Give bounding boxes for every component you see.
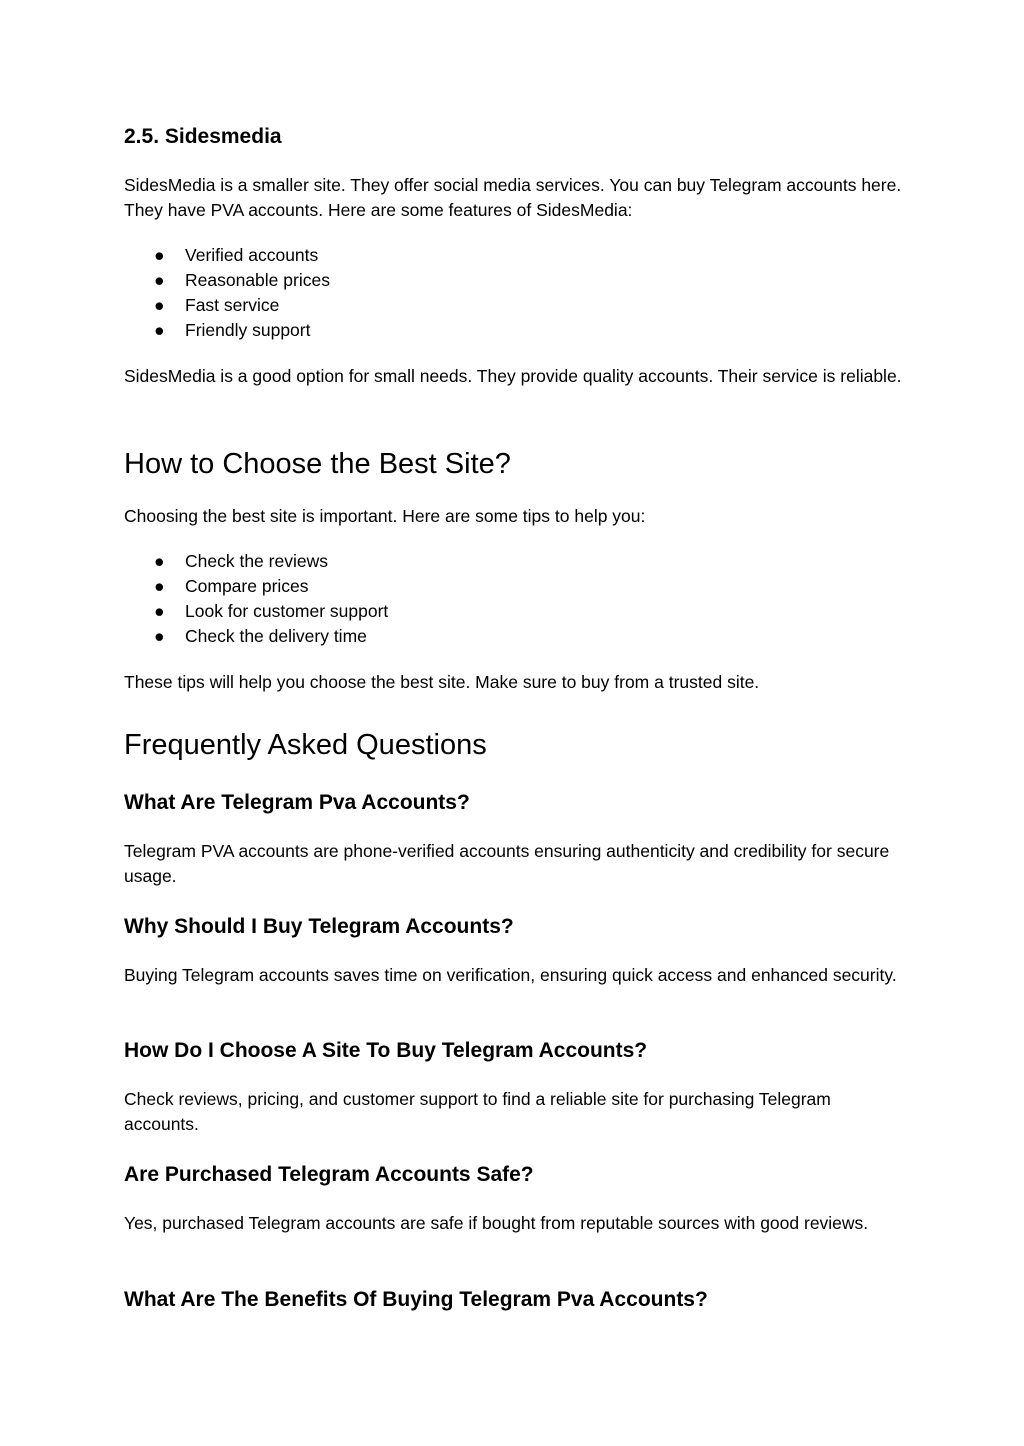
bullet-icon: ● bbox=[154, 601, 165, 621]
choose-outro: These tips will help you choose the best site. Make sure to buy from a trusted site. bbox=[124, 672, 760, 692]
bullet-icon: ● bbox=[154, 320, 165, 340]
list-item: ● Fast service bbox=[124, 293, 904, 318]
list-item: ● Reasonable prices bbox=[124, 268, 904, 293]
faq-question: How Do I Choose A Site To Buy Telegram Accounts? bbox=[124, 1039, 648, 1062]
sidesmedia-intro: SidesMedia is a smaller site. They offer social media services. You can buy Telegram accounts here. They have PVA accounts. Here are some features of SidesMedia: bbox=[124, 175, 902, 220]
bullet-icon: ● bbox=[154, 551, 165, 571]
faq-question: Are Purchased Telegram Accounts Safe? bbox=[124, 1163, 534, 1186]
faq-question: What Are Telegram Pva Accounts? bbox=[124, 791, 470, 814]
choose-heading: How to Choose the Best Site? bbox=[124, 448, 511, 480]
faq-answer: Telegram PVA accounts are phone-verified accounts ensuring authenticity and credibility for secure usage. bbox=[124, 841, 890, 886]
bullet-icon: ● bbox=[154, 245, 165, 265]
faq-heading: Frequently Asked Questions bbox=[124, 729, 487, 761]
choose-intro: Choosing the best site is important. Here are some tips to help you: bbox=[124, 506, 646, 526]
bullet-icon: ● bbox=[154, 295, 165, 315]
list-item: ● Compare prices bbox=[124, 574, 904, 599]
list-item: ● Friendly support bbox=[124, 318, 904, 343]
faq-answer: Buying Telegram accounts saves time on verification, ensuring quick access and enhanced security. bbox=[124, 965, 897, 985]
list-item: ● Check the delivery time bbox=[124, 624, 904, 649]
faq-answer: Check reviews, pricing, and customer support to find a reliable site for purchasing Telegram accounts. bbox=[124, 1089, 831, 1134]
list-item: ● Check the reviews bbox=[124, 549, 904, 574]
bullet-icon: ● bbox=[154, 626, 165, 646]
bullet-icon: ● bbox=[154, 576, 165, 596]
faq-question: Why Should I Buy Telegram Accounts? bbox=[124, 915, 514, 938]
sidesmedia-outro: SidesMedia is a good option for small needs. They provide quality accounts. Their service is reliable. bbox=[124, 366, 902, 386]
faq-question: What Are The Benefits Of Buying Telegram Pva Accounts? bbox=[124, 1288, 708, 1311]
list-item: ● Look for customer support bbox=[124, 599, 904, 624]
sidesmedia-heading: 2.5. Sidesmedia bbox=[124, 125, 282, 148]
list-item: ● Verified accounts bbox=[124, 243, 904, 268]
faq-answer: Yes, purchased Telegram accounts are safe if bought from reputable sources with good reviews. bbox=[124, 1213, 869, 1233]
bullet-icon: ● bbox=[154, 270, 165, 290]
